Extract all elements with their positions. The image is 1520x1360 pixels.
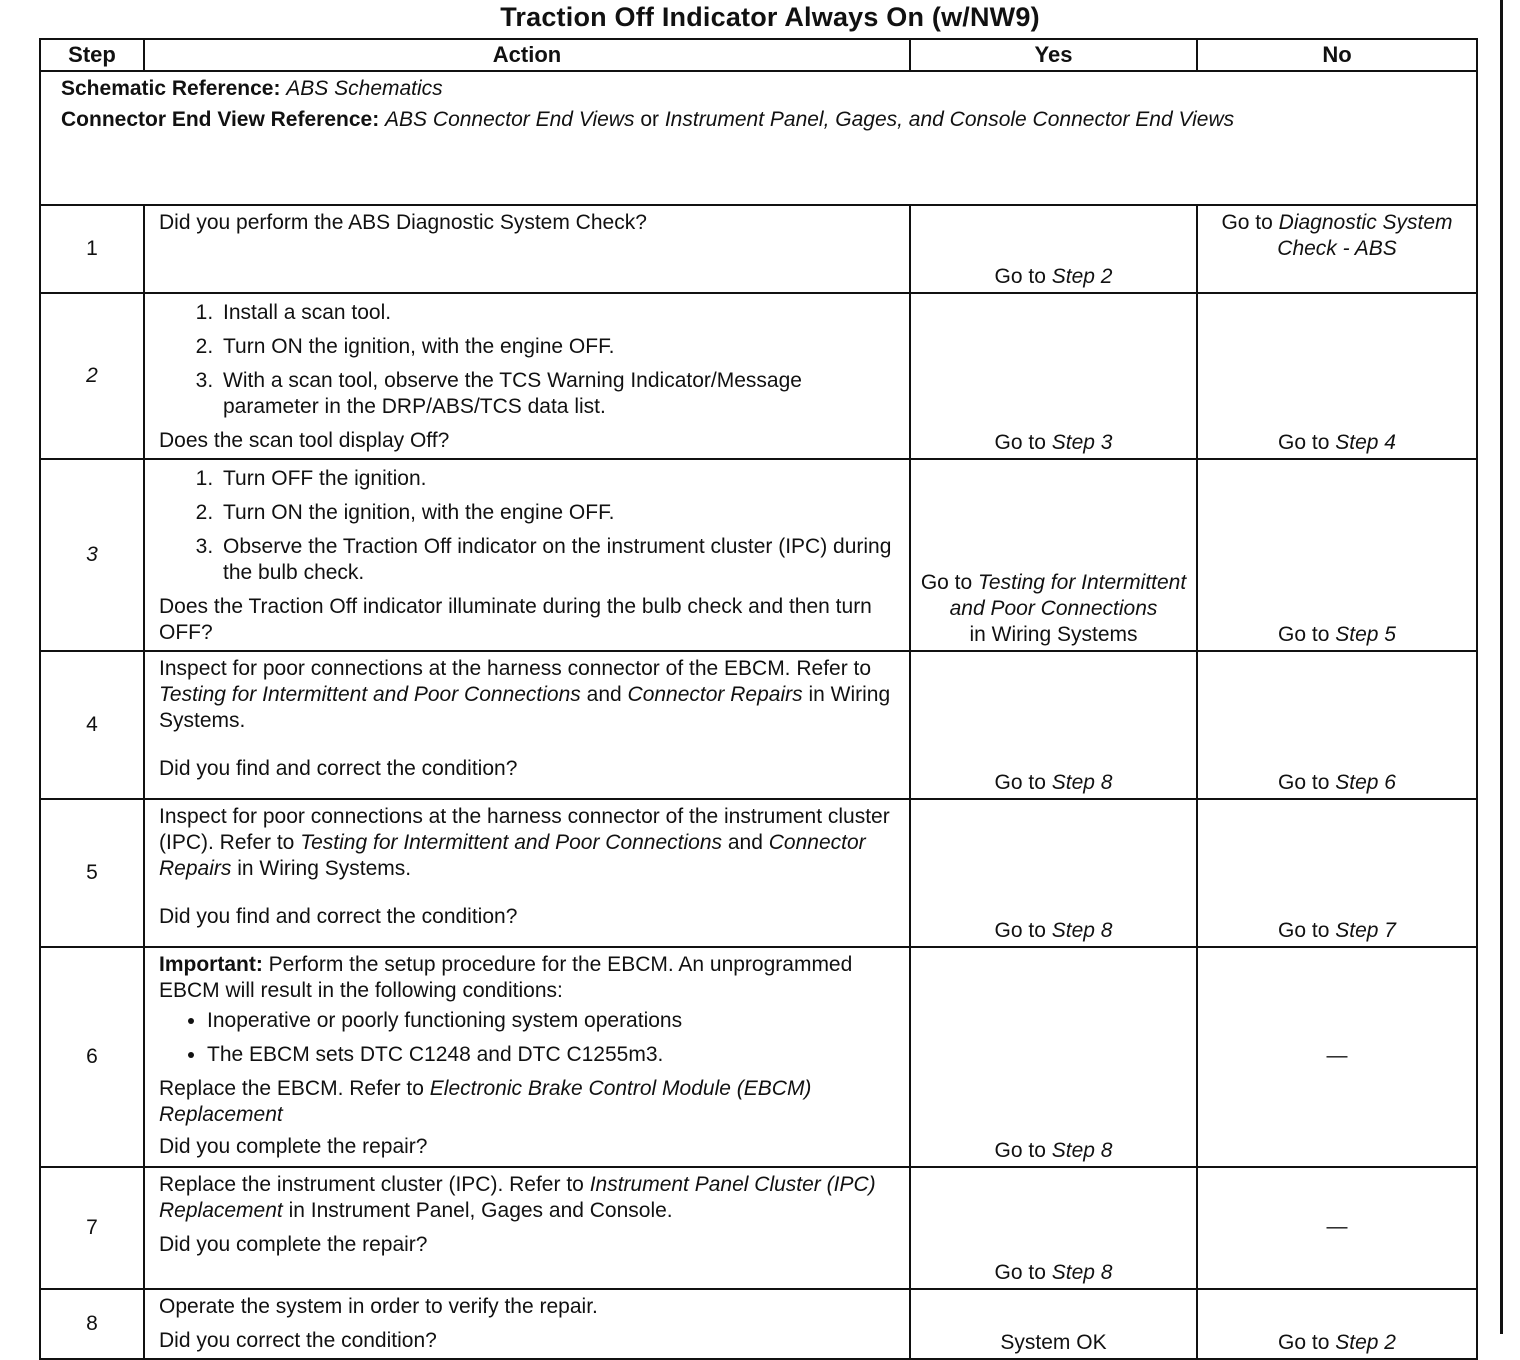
diagnostic-table <box>39 38 1478 1360</box>
reference-link[interactable]: Electronic Brake Control Module (EBCM) Replacement <box>159 1077 812 1126</box>
reference-link[interactable]: Instrument Panel Cluster (IPC) Replacement <box>159 1173 876 1222</box>
step-row-1 <box>40 205 1477 293</box>
reference-link[interactable]: Testing for Intermittent and Poor Connections <box>300 831 723 854</box>
goto-link[interactable]: Step 8 <box>1051 1139 1113 1162</box>
reference-cell <box>40 71 1477 205</box>
important-label: Important: <box>159 953 263 976</box>
reference-link[interactable]: Connector Repairs <box>159 831 866 880</box>
step-number: 3 <box>40 459 144 651</box>
step-question: Does the scan tool display Off? <box>159 429 450 452</box>
step-instruction: Inspect for poor connections at the harness connector of the EBCM. Refer to Testing for Intermittent and Poor Connections and Connector Repairs in Wiring Systems. <box>159 657 891 732</box>
step-action <box>144 947 910 1167</box>
empty-dash: — <box>1326 1215 1348 1238</box>
step-row-8 <box>40 1289 1477 1359</box>
step-number: 2 <box>40 293 144 459</box>
instruction-item: 2. Turn ON the ignition, with the engine OFF. <box>219 334 897 360</box>
step-row-3 <box>40 459 1477 651</box>
step-number: 8 <box>40 1289 144 1359</box>
header-row <box>40 39 1477 71</box>
goto-link[interactable]: Step 6 <box>1335 771 1396 794</box>
result-text: System OK <box>1000 1331 1107 1354</box>
condition-item: • Inoperative or poorly functioning system operations <box>207 1008 897 1034</box>
no-cell <box>1197 947 1477 1167</box>
schematic-reference <box>61 76 1456 102</box>
page-title: Traction Off Indicator Always On (w/NW9) <box>500 2 1040 32</box>
reference-link[interactable]: Connector Repairs <box>627 683 803 706</box>
step-action <box>144 1289 910 1359</box>
goto-link[interactable]: Step 8 <box>1051 771 1113 794</box>
page-edge-border <box>1500 0 1503 1334</box>
connector-reference-link-abs[interactable]: ABS Connector End Views <box>385 108 635 131</box>
yes-cell: Go to Step 8 <box>910 1167 1197 1289</box>
yes-cell <box>910 1289 1197 1359</box>
step-instruction: Inspect for poor connections at the harness connector of the instrument cluster (IPC). Refer to Testing for Intermittent and Poor Connections and Connector Repairs in Wiring Systems. <box>159 805 890 880</box>
schematic-reference-link[interactable]: ABS Schematics <box>286 77 443 100</box>
step-action <box>144 205 910 293</box>
goto-link[interactable]: Step 4 <box>1335 431 1396 454</box>
step-number: 1 <box>40 205 144 293</box>
connector-reference-label: Connector End View Reference: <box>61 108 380 131</box>
instruction-item: 3. Observe the Traction Off indicator on the instrument cluster (IPC) during the bulb check. <box>219 534 897 586</box>
goto-link[interactable]: Step 8 <box>1051 1261 1113 1284</box>
step-action <box>144 799 910 947</box>
schematic-reference-label: Schematic Reference: <box>61 77 281 100</box>
step-number: 5 <box>40 799 144 947</box>
step-question: Does the Traction Off indicator illuminate during the bulb check and then turn OFF? <box>159 595 872 644</box>
goto-link[interactable]: Step 2 <box>1051 265 1113 288</box>
yes-cell: Go to Step 8 <box>910 799 1197 947</box>
yes-cell: Go to Step 2 <box>910 205 1197 293</box>
step-instructions <box>159 300 897 420</box>
step-action <box>144 459 910 651</box>
step-question: Did you find and correct the condition? <box>159 905 518 928</box>
yes-cell: Go to Step 8 <box>910 651 1197 799</box>
no-cell: Go to Step 4 <box>1197 293 1477 459</box>
connector-reference-or: or <box>640 108 659 131</box>
goto-link[interactable]: Step 5 <box>1335 623 1396 646</box>
instruction-item: 1. Turn OFF the ignition. <box>219 466 897 492</box>
step-number: 7 <box>40 1167 144 1289</box>
important-note: Important: Perform the setup procedure for the EBCM. An unprogrammed EBCM will result in the following conditions: <box>159 953 853 1002</box>
no-cell: Go to Step 5 <box>1197 459 1477 651</box>
step-question: Did you complete the repair? <box>159 1233 428 1256</box>
step-row-7 <box>40 1167 1477 1289</box>
header-step: Step <box>40 39 144 71</box>
reference-row <box>40 71 1477 205</box>
instruction-item: 2. Turn ON the ignition, with the engine OFF. <box>219 500 897 526</box>
reference-link[interactable]: Testing for Intermittent and Poor Connections <box>159 683 581 706</box>
no-cell: Go to Step 7 <box>1197 799 1477 947</box>
goto-link[interactable]: Diagnostic System Check - ABS <box>1277 211 1453 260</box>
step-row-4 <box>40 651 1477 799</box>
empty-dash: — <box>1326 1044 1348 1067</box>
step-number: 4 <box>40 651 144 799</box>
goto-link[interactable]: Testing for Intermittent and Poor Connections <box>949 571 1187 620</box>
connector-reference <box>61 108 1456 132</box>
instruction-item: 3. With a scan tool, observe the TCS Warning Indicator/Message parameter in the DRP/ABS/TCS data list. <box>219 368 897 420</box>
yes-cell: Go to Step 8 <box>910 947 1197 1167</box>
step-instruction: Replace the instrument cluster (IPC). Refer to Instrument Panel Cluster (IPC) Replacement in Instrument Panel, Gages and Console. <box>159 1173 876 1222</box>
step-number: 6 <box>40 947 144 1167</box>
condition-list <box>159 1008 897 1068</box>
step-question: Did you perform the ABS Diagnostic System Check? <box>159 211 647 234</box>
no-cell: Go to Step 2 <box>1197 1289 1477 1359</box>
step-question: Did you correct the condition? <box>159 1329 437 1352</box>
step-instructions <box>159 466 897 586</box>
header-no: No <box>1197 39 1477 71</box>
step-row-5 <box>40 799 1477 947</box>
condition-item: • The EBCM sets DTC C1248 and DTC C1255m3. <box>207 1042 897 1068</box>
step-question: Did you find and correct the condition? <box>159 757 518 780</box>
step-action <box>144 293 910 459</box>
no-cell: Go to Diagnostic System Check - ABS <box>1197 205 1477 293</box>
step-row-2 <box>40 293 1477 459</box>
step-instruction: Operate the system in order to verify the repair. <box>159 1295 598 1318</box>
instruction-item: 1. Install a scan tool. <box>219 300 897 326</box>
step-instruction: Replace the EBCM. Refer to Electronic Brake Control Module (EBCM) Replacement <box>159 1077 812 1126</box>
goto-link[interactable]: Step 7 <box>1335 919 1396 942</box>
step-row-6 <box>40 947 1477 1167</box>
yes-cell: Go to Testing for Intermittent and Poor Connections in Wiring Systems <box>910 459 1197 651</box>
step-question: Did you complete the repair? <box>159 1135 428 1158</box>
no-cell: Go to Step 6 <box>1197 651 1477 799</box>
step-action <box>144 651 910 799</box>
goto-link[interactable]: Step 3 <box>1051 431 1113 454</box>
header-action: Action <box>144 39 910 71</box>
goto-link[interactable]: Step 8 <box>1051 919 1113 942</box>
header-yes: Yes <box>910 39 1197 71</box>
connector-reference-link-ipc[interactable]: Instrument Panel, Gages, and Console Connector End Views <box>664 108 1235 131</box>
goto-link[interactable]: Step 2 <box>1335 1331 1396 1354</box>
no-cell <box>1197 1167 1477 1289</box>
yes-cell: Go to Step 3 <box>910 293 1197 459</box>
step-action <box>144 1167 910 1289</box>
